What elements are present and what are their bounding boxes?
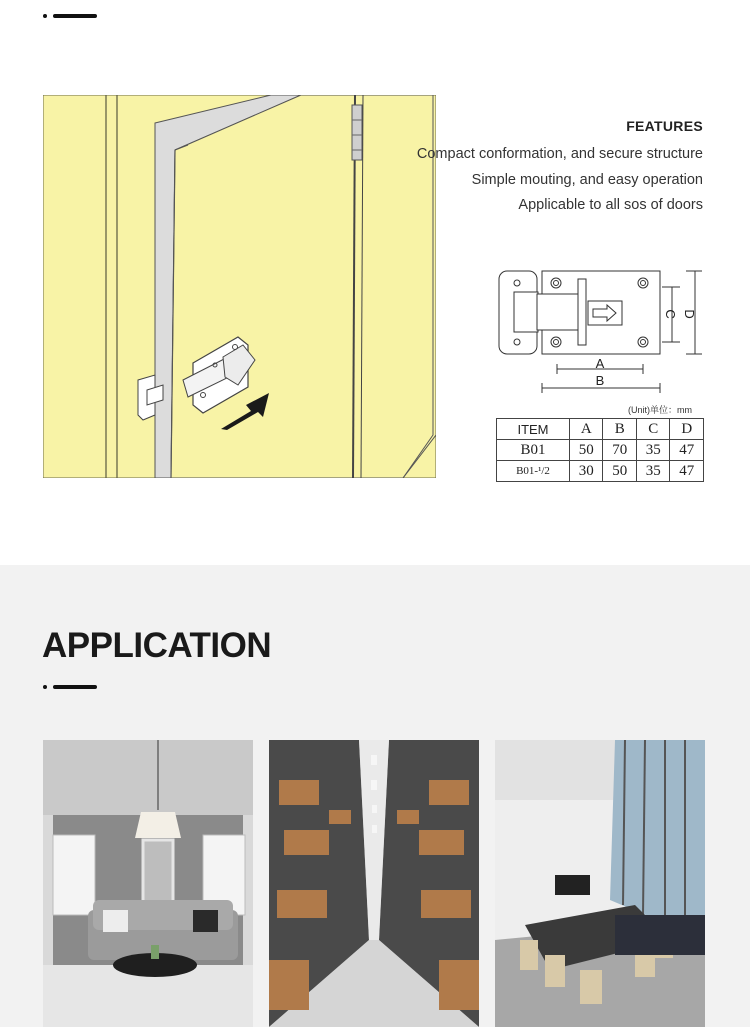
unit-note: (Unit)单位：mm <box>628 405 692 415</box>
dim-label-a: A <box>595 356 605 371</box>
table-header-cell: A <box>569 419 603 440</box>
table-cell: 50 <box>603 461 637 482</box>
dim-label-b: B <box>595 373 605 388</box>
warehouse-photo <box>269 740 479 1027</box>
table-cell: 35 <box>636 461 670 482</box>
table-header-cell: ITEM <box>497 419 570 440</box>
table-cell: 47 <box>670 440 704 461</box>
feature-item-2: Simple mouting, and easy operation <box>471 171 703 188</box>
table-row <box>497 440 704 461</box>
dim-label-d: D <box>682 309 697 319</box>
table-header-cell: D <box>670 419 704 440</box>
features-heading: FEATURES <box>626 118 703 134</box>
conference-room-photo <box>495 740 705 1027</box>
living-room-photo <box>43 740 253 1027</box>
table-cell: 35 <box>636 440 670 461</box>
features-panel <box>417 118 703 219</box>
bolt-dimension-diagram <box>490 262 710 402</box>
table-header-cell: B <box>603 419 637 440</box>
table-cell: 47 <box>670 461 704 482</box>
table-cell: 50 <box>569 440 603 461</box>
table-cell: B01 <box>497 440 570 461</box>
spec-table <box>496 418 704 482</box>
table-cell: 30 <box>569 461 603 482</box>
application-title: APPLICATION <box>42 626 272 665</box>
feature-item-1: Compact conformation, and secure structure <box>416 146 703 162</box>
feature-item-3: Applicable to all sos of doors <box>518 197 703 213</box>
table-cell: 70 <box>603 440 637 461</box>
table-header-cell: C <box>636 419 670 440</box>
table-row <box>497 461 704 482</box>
table-cell: B01-¹/2 <box>497 461 570 482</box>
door-bolt-illustration <box>43 95 436 478</box>
dim-label-c: C <box>663 309 678 319</box>
table-header-row <box>497 419 704 440</box>
